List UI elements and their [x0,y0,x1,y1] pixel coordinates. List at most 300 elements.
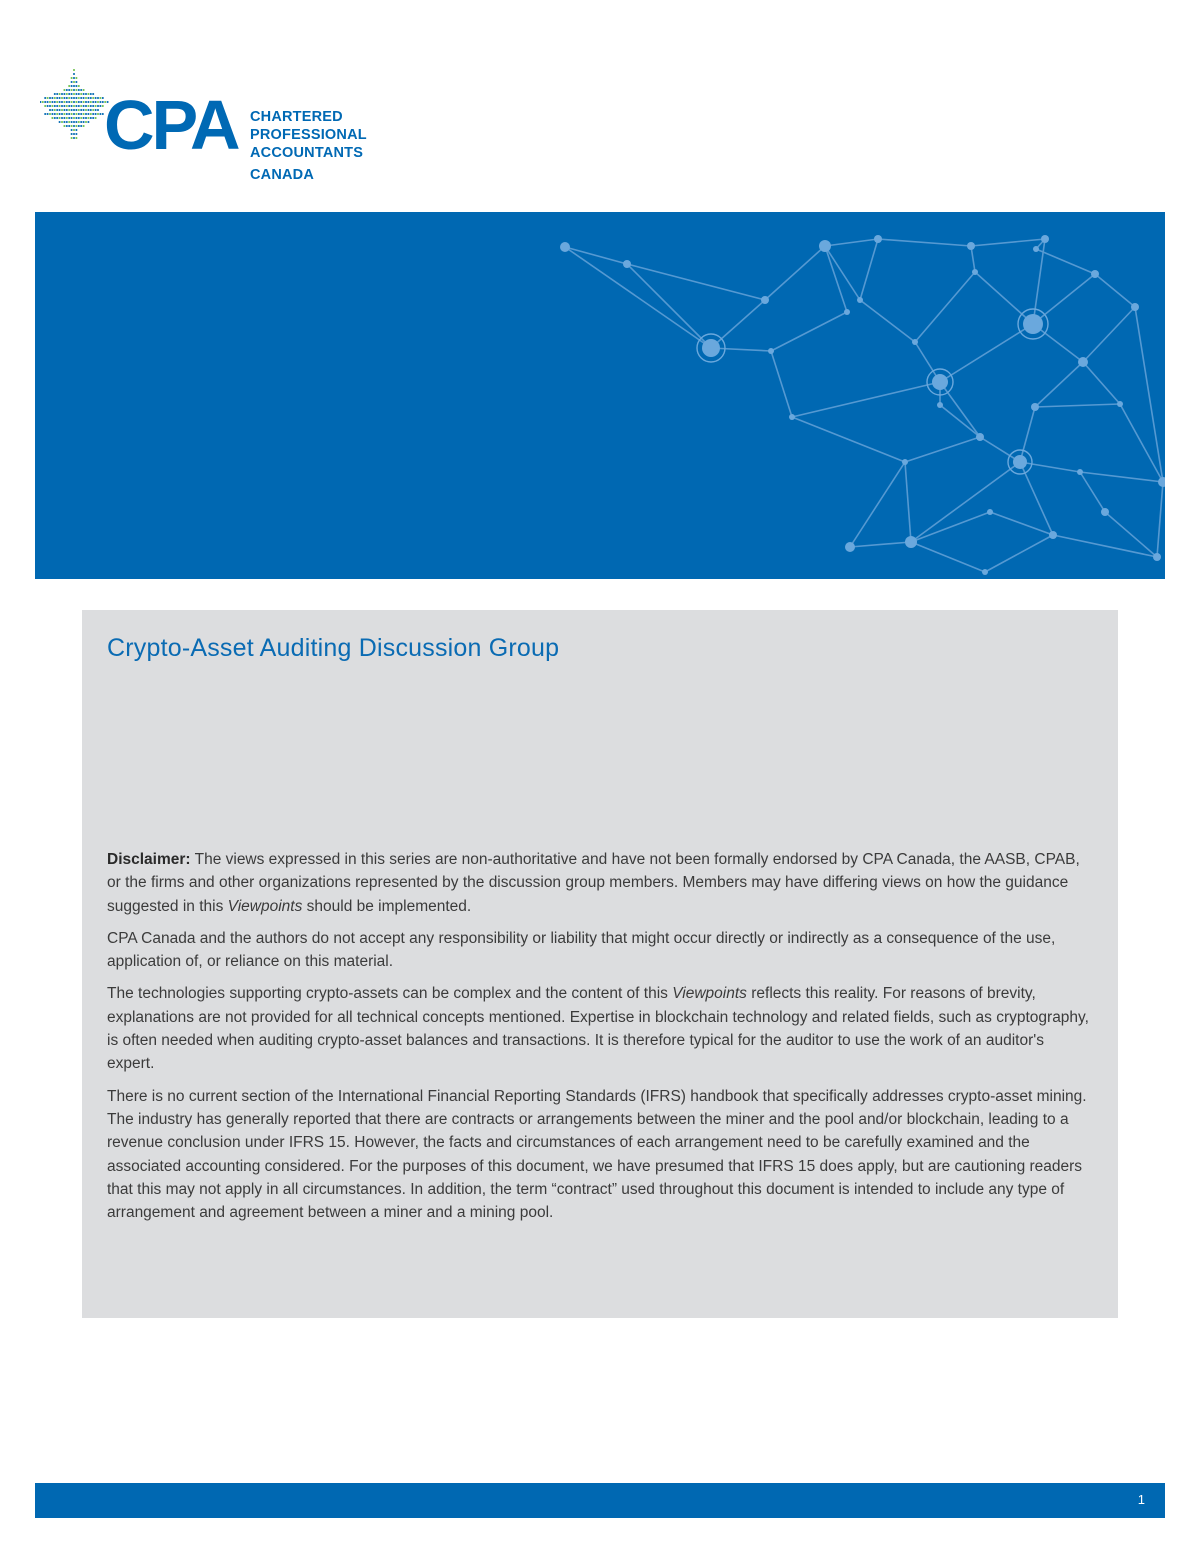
leaf-dot [68,121,70,123]
leaf-dot [87,121,89,123]
network-link [1083,307,1135,362]
leaf-dot [54,93,56,95]
leaf-dot [90,117,92,119]
network-link [850,462,905,547]
leaf-dot [95,105,97,107]
leaf-dot [87,97,89,99]
leaf-dot [78,121,80,123]
leaf-dot [63,101,65,103]
leaf-dot [78,93,80,95]
leaf-dot [63,89,65,91]
network-node [1033,246,1039,252]
network-node [819,240,831,252]
hero-banner [35,212,1165,579]
leaf-dot [85,97,87,99]
network-node [1041,235,1049,243]
network-node [982,569,988,575]
leaf-dot [75,121,77,123]
network-node [1091,270,1099,278]
network-link [915,272,975,342]
leaf-dot [99,105,101,107]
leaf-dot [51,113,53,115]
network-node [1078,357,1088,367]
network-link [1020,407,1035,462]
network-node [905,536,917,548]
logo-wordmark: CPA [104,86,238,164]
leaf-dot [61,93,63,95]
leaf-dot [71,121,73,123]
leaf-dot [63,113,65,115]
leaf-dot [56,97,58,99]
network-node [932,374,948,390]
leaf-dot [87,101,89,103]
leaf-dot [87,109,89,111]
leaf-dot [54,101,56,103]
cpa-logo [40,68,400,188]
network-link [1080,472,1105,512]
network-link [860,239,878,300]
leaf-dot [78,117,80,119]
network-link [565,247,711,348]
leaf-dot [78,97,80,99]
leaf-dot [49,97,51,99]
network-node [1031,403,1039,411]
leaf-dot [75,137,77,139]
leaf-dot [63,125,65,127]
network-node [1013,455,1027,469]
disclaimer-paragraph-2: CPA Canada and the authors do not accept any responsibility or liability that might occur directly or indirectly as a consequence of the use, application of, or reliance on this material. [107,929,1056,971]
leaf-dot [83,117,85,119]
leaf-dot [78,101,80,103]
leaf-dot [75,77,77,79]
logo-line-canada: CANADA [250,167,315,183]
leaf-dot [97,113,99,115]
leaf-dot [90,105,92,107]
leaf-dot [87,117,89,119]
leaf-dot [63,109,65,111]
leaf-dot [66,125,68,127]
leaf-dot [90,97,92,99]
leaf-dot [87,105,89,107]
leaf-dot [47,105,49,107]
network-link [765,246,825,300]
leaf-dot [51,101,53,103]
network-node [1153,553,1161,561]
leaf-dot [85,101,87,103]
network-link [771,351,792,417]
leaf-dot [56,113,58,115]
logo-organization-name [250,108,367,184]
leaf-dot [83,89,85,91]
leaf-dot [68,93,70,95]
leaf-dot [68,117,70,119]
leaf-dot [75,109,77,111]
leaf-dot [73,77,75,79]
leaf-dot [61,113,63,115]
leaf-dot [68,101,70,103]
network-node [623,260,631,268]
leaf-dot [71,85,73,87]
leaf-dot [99,101,101,103]
network-link [1036,249,1095,274]
leaf-dot [59,121,61,123]
leaf-dot [92,105,94,107]
leaf-dot [73,97,75,99]
network-link [711,348,771,351]
network-link [1083,362,1120,404]
leaf-dot [80,125,82,127]
network-link [850,542,911,547]
leaf-dot [68,109,70,111]
leaf-dot [99,113,101,115]
leaf-dot [97,97,99,99]
network-node [912,339,918,345]
network-link [711,300,765,348]
network-link [1157,482,1163,557]
leaf-dot [83,93,85,95]
leaf-dot [66,97,68,99]
leaf-dot [80,121,82,123]
leaf-dot [54,117,56,119]
network-node [1077,469,1083,475]
logo-line-professional: PROFESSIONAL [250,127,367,143]
leaf-dot [47,113,49,115]
leaf-dot [99,97,101,99]
leaf-dot [75,89,77,91]
leaf-dot [90,113,92,115]
leaf-dot [95,113,97,115]
leaf-dot [66,105,68,107]
network-link [1095,274,1135,307]
leaf-dot [54,105,56,107]
network-graphic [35,212,1165,579]
leaf-dot [80,109,82,111]
leaf-dot [71,117,73,119]
leaf-dot [80,101,82,103]
leaf-dot [92,113,94,115]
network-node [1101,508,1109,516]
network-node [1117,401,1123,407]
leaf-dot [83,125,85,127]
network-node [844,309,850,315]
network-link [911,542,985,572]
leaf-dot [71,113,73,115]
leaf-dot [66,113,68,115]
leaf-dot [83,109,85,111]
leaf-dot [49,113,51,115]
leaf-dot [78,85,80,87]
leaf-dot [68,125,70,127]
leaf-dot [73,101,75,103]
leaf-dot [80,105,82,107]
network-link [1053,535,1157,557]
leaf-dot [61,117,63,119]
leaf-dot [56,101,58,103]
leaf-dot [49,109,51,111]
network-link [825,239,878,246]
leaf-dot [49,101,51,103]
leaf-dot [80,97,82,99]
network-node [967,242,975,250]
network-node [976,433,984,441]
leaf-dot [78,109,80,111]
network-node [874,235,882,243]
leaf-dot [85,109,87,111]
leaf-dot [97,101,99,103]
leaf-dot [63,97,65,99]
leaf-dot [73,137,75,139]
leaf-dot [78,125,80,127]
leaf-dot [40,101,41,103]
leaf-dot [68,85,70,87]
network-node [972,269,978,275]
network-link [905,437,980,462]
leaf-dot [71,133,73,135]
leaf-dot [59,109,61,111]
leaf-dot [83,105,85,107]
leaf-dot [83,97,85,99]
network-link [940,324,1033,382]
maple-leaf-dots-icon [40,68,112,144]
leaf-dot [75,81,77,83]
disclaimer-label: Disclaimer: [107,851,191,868]
leaf-dot [85,105,87,107]
footer-bar [35,1483,1165,1518]
leaf-dot [73,81,75,83]
leaf-dot [42,101,44,103]
leaf-dot [59,117,61,119]
leaf-dot [49,105,51,107]
leaf-dot [44,101,46,103]
leaf-dot [73,69,75,71]
leaf-dot [61,121,63,123]
network-node [902,459,908,465]
leaf-dot [87,113,89,115]
leaf-dot [44,105,46,107]
disclaimer-paragraph-1: Disclaimer: The views expressed in this series are non-authoritative and have not been formally endorsed by CPA Canada, the AASB, CPAB, or the firms and other organizations represented by the discussion group members. Members may have differing views on how the guidance suggested in this Viewpoints should be implemented. [107,851,1080,915]
network-link [975,272,1033,324]
leaf-dot [56,117,58,119]
leaf-dot [68,89,70,91]
leaf-dot [92,117,94,119]
leaf-dot [75,129,77,131]
leaf-dot [51,105,53,107]
leaf-dot [44,113,46,115]
leaf-dot [75,117,77,119]
leaf-dot [85,117,87,119]
leaf-dot [75,93,77,95]
leaf-dot [59,113,61,115]
leaf-dot [85,121,87,123]
leaf-dot [66,109,68,111]
leaf-dot [80,93,82,95]
leaf-dot [63,121,65,123]
leaf-dot [54,97,56,99]
leaf-dot [95,109,97,111]
leaf-dot [90,109,92,111]
leaf-dot [68,105,70,107]
leaf-dot [56,93,58,95]
leaf-dot [73,121,75,123]
leaf-dot [71,137,73,139]
network-node [1158,477,1165,487]
network-node [857,297,863,303]
network-node [768,348,774,354]
leaf-dot [85,93,87,95]
leaf-dot [73,129,75,131]
network-node [761,296,769,304]
leaf-dot [68,97,70,99]
network-link [971,239,1045,246]
leaf-dot [59,105,61,107]
leaf-dot [97,109,99,111]
leaf-dot [61,101,63,103]
leaf-dot [75,113,77,115]
leaf-dot [71,105,73,107]
network-link [985,535,1053,572]
leaf-dot [71,77,73,79]
leaf-dot [73,113,75,115]
leaf-dot [66,121,68,123]
leaf-dot [56,109,58,111]
leaf-dot [47,97,49,99]
leaf-dot [66,89,68,91]
leaf-dot [71,89,73,91]
leaf-dot [66,101,68,103]
leaf-dot [66,93,68,95]
network-link [792,382,940,417]
leaf-dot [66,117,68,119]
leaf-dot [63,105,65,107]
leaf-dot [95,97,97,99]
leaf-dot [85,113,87,115]
leaf-dot [59,101,61,103]
network-link [878,239,971,246]
leaf-dot [71,129,73,131]
leaf-dot [54,113,56,115]
leaf-dot [92,109,94,111]
network-link [825,246,860,300]
leaf-dot [78,89,80,91]
leaf-dot [75,85,77,87]
network-node [1023,314,1043,334]
leaf-dot [59,93,61,95]
network-node [789,414,795,420]
network-link [905,462,911,542]
network-node [1131,303,1139,311]
disclaimer-paragraph-3: The technologies supporting crypto-assets can be complex and the content of this Viewpoints reflects this reality. For reasons of brevity, explanations are not provided for all technical concepts mentioned. Expertise in blockchain technology and related fields, such as cryptography, is often needed when auditing crypto-asset balances and transactions. It is therefore typical for the auditor to use the work of an auditor's expert. [107,985,1089,1073]
leaf-dot [73,133,75,135]
network-node [845,542,855,552]
leaf-dot [83,113,85,115]
network-link [1080,472,1163,482]
leaf-dot [71,125,73,127]
leaf-dot [71,109,73,111]
leaf-dot [51,109,53,111]
leaf-dot [73,109,75,111]
disclaimer-paragraph-4: There is no current section of the International Financial Reporting Standards (IFRS) handbook that specifically addresses crypto-asset mining. The industry has generally reported that there are contracts or arrangements between the miner and the pool and/or blockchain, leading to a revenue conclusion under IFRS 15. However, the facts and circumstances of each arrangement need to be carefully examined and the associated accounting considered. For the purposes of this document, we have presumed that IFRS 15 does apply, but are cautioning readers that this may not apply in all circumstances. In addition, the term “contract” used throughout this document is intended to include any type of arrangement and agreement between a miner and a mining pool. [107,1087,1087,1222]
leaf-dot [87,93,89,95]
leaf-dot [73,85,75,87]
leaf-dot [47,101,49,103]
network-link [860,300,915,342]
leaf-dot [80,113,82,115]
leaf-dot [97,105,99,107]
page-number: 1 [1137,1492,1145,1507]
leaf-dot [63,93,65,95]
leaf-dot [73,89,75,91]
network-link [792,417,905,462]
network-node [937,402,943,408]
leaf-dot [83,121,85,123]
network-link [1035,362,1083,407]
leaf-dot [75,125,77,127]
network-link [911,512,990,542]
network-link [1105,512,1157,557]
leaf-dot [73,105,75,107]
leaf-dot [73,93,75,95]
leaf-dot [73,117,75,119]
leaf-dot [80,89,82,91]
network-link [1033,274,1095,324]
network-node [987,509,993,515]
leaf-dot [92,97,94,99]
leaf-dot [92,101,94,103]
leaf-dot [75,133,77,135]
leaf-dot [56,105,58,107]
leaf-dot [90,93,92,95]
leaf-dot [95,101,97,103]
leaf-dot [51,117,53,119]
leaf-dot [92,93,94,95]
leaf-dot [90,101,92,103]
leaf-dot [73,125,75,127]
leaf-dot [59,97,61,99]
leaf-dot [51,97,53,99]
leaf-dot [61,109,63,111]
network-link [825,246,847,312]
leaf-dot [71,81,73,83]
network-link [771,312,847,351]
leaf-dot [63,117,65,119]
disclaimer-panel [82,610,1118,1318]
leaf-dot [75,97,77,99]
network-node [702,339,720,357]
network-link [565,247,627,264]
leaf-dot [78,113,80,115]
network-link [980,437,1020,462]
leaf-dot [71,93,73,95]
logo-line-accountants: ACCOUNTANTS [250,145,364,161]
leaf-dot [61,97,63,99]
leaf-dot [75,105,77,107]
network-link [1035,404,1120,407]
network-link [627,264,711,348]
leaf-dot [83,101,85,103]
leaf-dot [54,109,56,111]
leaf-dot [78,105,80,107]
leaf-dot [44,97,46,99]
document-title: Crypto-Asset Auditing Discussion Group [107,634,560,662]
leaf-dot [68,113,70,115]
network-node [560,242,570,252]
logo-line-chartered: CHARTERED [250,109,343,125]
leaf-dot [80,117,82,119]
network-node [1049,531,1057,539]
network-link [627,264,765,300]
leaf-dot [71,97,73,99]
leaf-dot [61,105,63,107]
